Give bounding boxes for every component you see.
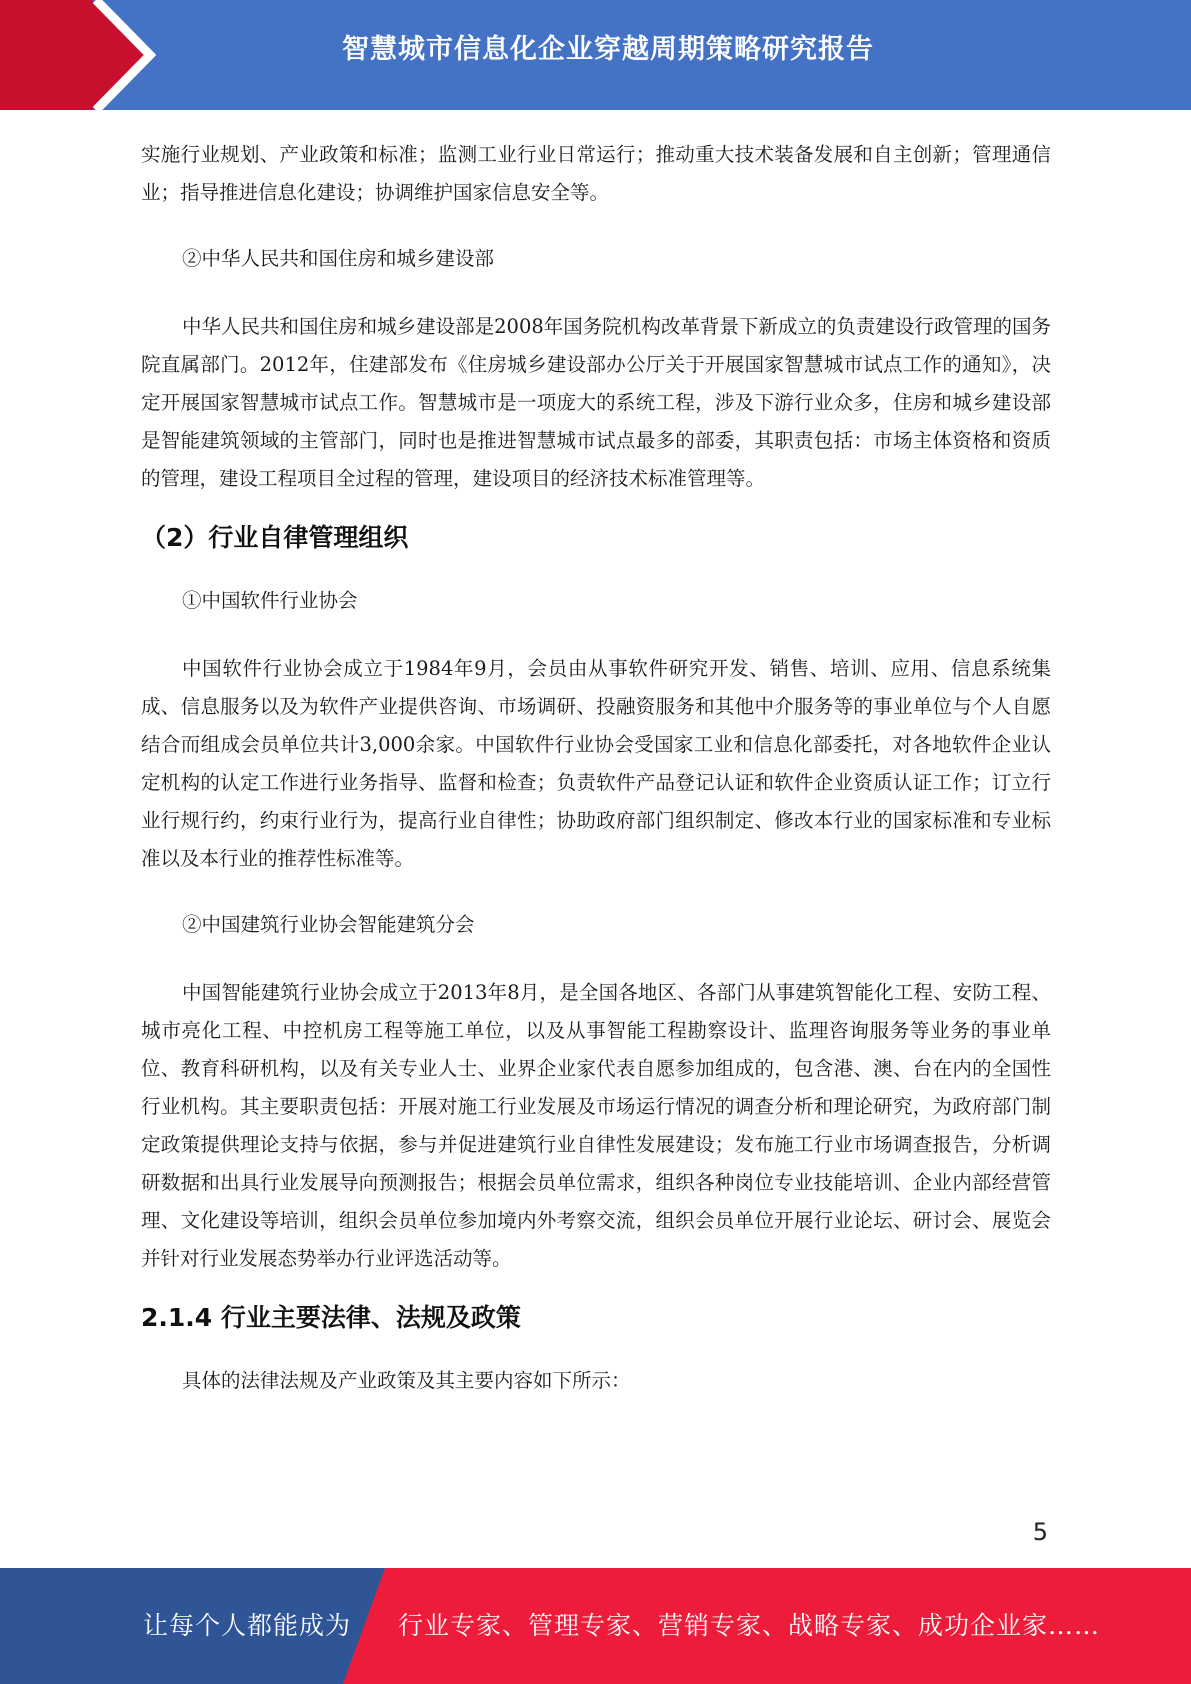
footer-slogan-right: 行业专家、管理专家、营销专家、战略专家、成功企业家…… [398, 1611, 1101, 1640]
page-header [0, 0, 1191, 110]
document-body [141, 136, 1051, 1400]
page-footer [0, 1568, 1191, 1684]
paragraph-laws-intro: 具体的法律法规及产业政策及其主要内容如下所示： [182, 1369, 631, 1392]
paragraph-csia: 中国软件行业协会成立于1984年9月，会员由从事软件研究开发、销售、培训、应用、信息系统集成、信息服务以及为软件产业提供咨询、市场调研、投融资服务和其他中介服务等的事业单位与个人自愿结合而组成会员单位共计3,000余家。中国软件行业协会受国家工业和信息化部委托，对各地软件企业认定机构的认定工作进行业务指导、监督和检查；负责软件产品登记认证和软件企业资质认证工作；订立行业行规行约，约束行业行为，提高行业自律性；协助政府部门组织制定、修改本行业的国家标准和专业标准以及本行业的推荐性标准等。 [141, 657, 1051, 870]
page-number: 5 [1032, 1518, 1048, 1546]
paragraph-intelligent-building: 中国智能建筑行业协会成立于2013年8月，是全国各地区、各部门从事建筑智能化工程、安防工程、城市亮化工程、中控机房工程等施工单位，以及从事智能工程勘察设计、监理咨询服务等业务的事业单位、教育科研机构，以及有关专业人士、业界企业家代表自愿参加组成的，包含港、澳、台在内的全国性行业机构。其主要职责包括：开展对施工行业发展及市场运行情况的调查分析和理论研究，为政府部门制定政策提供理论支持与依据，参与并促进建筑行业自律性发展建设；发布施工行业市场调查报告，分析调研数据和出具行业发展导向预测报告；根据会员单位需求，组织各种岗位专业技能培训、企业内部经营管理、文化建设等培训，组织会员单位参加境内外考察交流，组织会员单位开展行业论坛、研讨会、展览会并针对行业发展态势举办行业评选活动等。 [141, 981, 1051, 1270]
footer-slogan-left: 让每个人都能成为 [143, 1611, 352, 1640]
report-title: 智慧城市信息化企业穿越周期策略研究报告 [342, 34, 874, 65]
item-intelligent-building: ②中国建筑行业协会智能建筑分会 [182, 913, 475, 936]
section-heading-self-regulation: （2）行业自律管理组织 [141, 523, 409, 552]
paragraph-miit-duties: 实施行业规划、产业政策和标准；监测工业行业日常运行；推动重大技术装备发展和自主创新；管理通信业；指导推进信息化建设；协调维护国家信息安全等。 [141, 143, 1051, 204]
section-heading-laws: 2.1.4 行业主要法律、法规及政策 [141, 1303, 521, 1332]
item-mohurd: ②中华人民共和国住房和城乡建设部 [182, 247, 495, 270]
item-csia: ①中国软件行业协会 [182, 589, 358, 612]
paragraph-mohurd: 中华人民共和国住房和城乡建设部是2008年国务院机构改革背景下新成立的负责建设行政管理的国务院直属部门。2012年，住建部发布《住房城乡建设部办公厅关于开展国家智慧城市试点工作的通知》，决定开展国家智慧城市试点工作。智慧城市是一项庞大的系统工程，涉及下游行业众多，住房和城乡建设部是智能建筑领域的主管部门，同时也是推进智慧城市试点最多的部委，其职责包括：市场主体资格和资质的管理，建设工程项目全过程的管理，建设项目的经济技术标准管理等。 [141, 315, 1051, 490]
